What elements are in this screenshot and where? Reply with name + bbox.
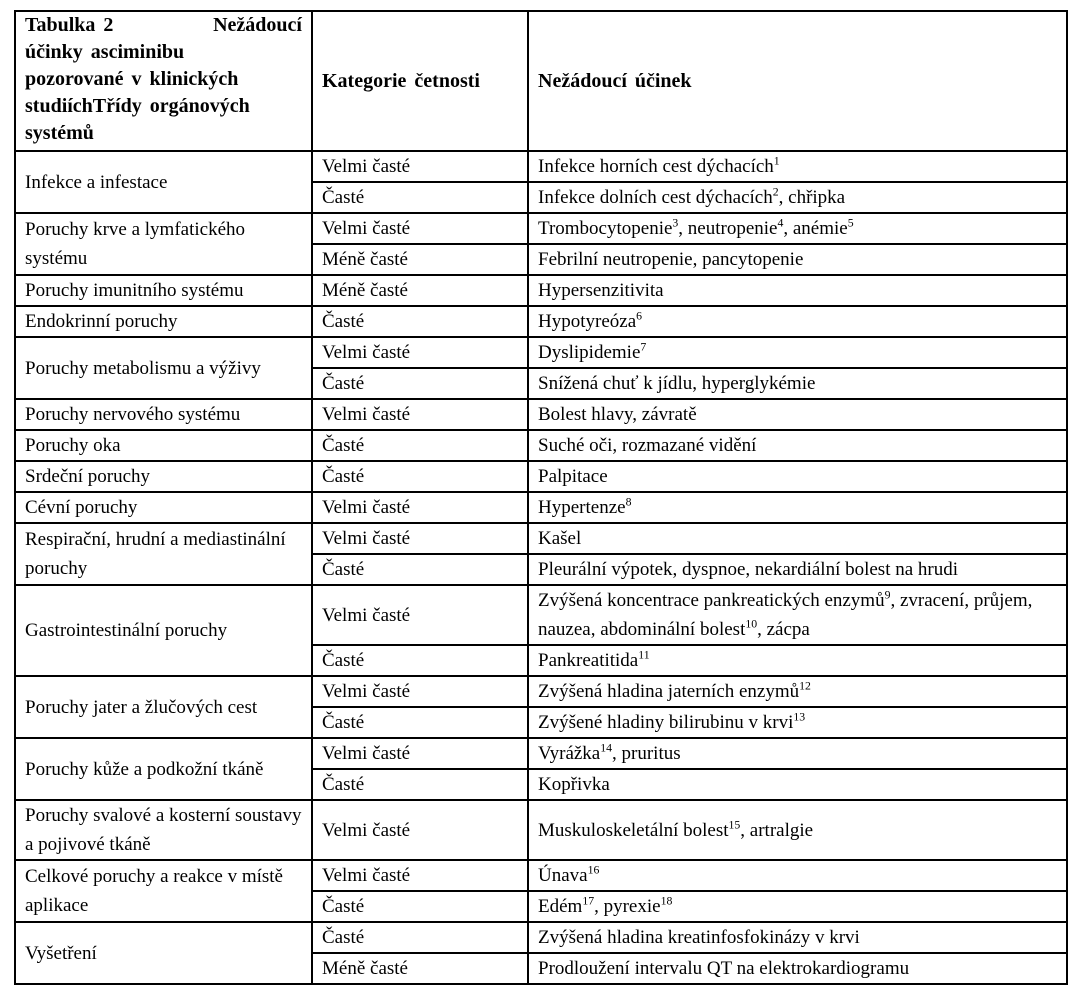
footnote-reference: 17 — [582, 894, 595, 908]
effect-cell: Hypertenze$^8$ — [528, 492, 1067, 523]
organ-system-cell: Vyšetření — [15, 922, 312, 984]
table-row — [15, 922, 1067, 953]
effect-cell: Vyrážka$^{14}$, pruritus — [528, 738, 1067, 769]
organ-system-cell: Poruchy svalové a kosterní soustavy a pojivové tkáně — [15, 800, 312, 860]
effect-cell: Zvýšená koncentrace pankreatických enzymů$^9$, zvracení, průjem, nauzea, abdominální bolest$^{10}$, zácpa — [528, 585, 1067, 645]
organ-system-cell: Respirační, hrudní a mediastinální poruchy — [15, 523, 312, 585]
footnote-reference: 14 — [600, 741, 613, 755]
adverse-effects-table — [14, 10, 1068, 985]
footnote-reference: 1 — [773, 154, 780, 168]
table-row — [15, 738, 1067, 769]
header-organ-system — [15, 11, 312, 151]
effect-cell: Hypersenzitivita — [528, 275, 1067, 306]
organ-system-cell: Poruchy imunitního systému — [15, 275, 312, 306]
table-caption-line — [25, 12, 302, 39]
frequency-cell: Časté — [312, 554, 528, 585]
effect-cell: Pankreatitida$^{11}$ — [528, 645, 1067, 676]
frequency-cell: Časté — [312, 430, 528, 461]
effect-cell: Muskuloskeletální bolest$^{15}$, artralgie — [528, 800, 1067, 860]
frequency-cell: Velmi časté — [312, 151, 528, 182]
footnote-reference: 16 — [587, 863, 600, 877]
table-row — [15, 860, 1067, 891]
frequency-cell: Velmi časté — [312, 738, 528, 769]
effect-cell: Suché oči, rozmazané vidění — [528, 430, 1067, 461]
frequency-cell: Velmi časté — [312, 213, 528, 244]
footnote-reference: 3 — [672, 216, 679, 230]
table-row — [15, 306, 1067, 337]
frequency-cell: Méně časté — [312, 244, 528, 275]
frequency-cell: Méně časté — [312, 953, 528, 984]
header-row — [15, 11, 1067, 151]
table-title-line: systémů — [25, 122, 94, 144]
footnote-reference: 18 — [660, 894, 673, 908]
frequency-cell: Velmi časté — [312, 800, 528, 860]
footnote-reference: 6 — [636, 309, 643, 323]
footnote-reference: 9 — [884, 588, 891, 602]
frequency-cell: Velmi časté — [312, 492, 528, 523]
effect-cell: Zvýšená hladina jaterních enzymů$^{12}$ — [528, 676, 1067, 707]
effect-cell: Bolest hlavy, závratě — [528, 399, 1067, 430]
effect-cell: Hypotyreóza$^6$ — [528, 306, 1067, 337]
frequency-cell: Časté — [312, 645, 528, 676]
frequency-cell: Časté — [312, 922, 528, 953]
organ-system-cell: Poruchy metabolismu a výživy — [15, 337, 312, 399]
table-row — [15, 676, 1067, 707]
effect-cell: Pleurální výpotek, dyspnoe, nekardiální bolest na hrudi — [528, 554, 1067, 585]
frequency-cell: Velmi časté — [312, 337, 528, 368]
table-row — [15, 337, 1067, 368]
effect-cell: Kašel — [528, 523, 1067, 554]
table-row — [15, 800, 1067, 860]
table-row — [15, 585, 1067, 645]
table-row — [15, 151, 1067, 182]
organ-system-cell: Endokrinní poruchy — [15, 306, 312, 337]
effect-cell: Zvýšené hladiny bilirubinu v krvi$^{13}$ — [528, 707, 1067, 738]
organ-system-cell: Celkové poruchy a reakce v místě aplikace — [15, 860, 312, 922]
footnote-reference: 2 — [772, 185, 779, 199]
effect-cell: Dyslipidemie$^7$ — [528, 337, 1067, 368]
table-number: Tabulka 2 — [25, 14, 114, 36]
organ-system-cell: Srdeční poruchy — [15, 461, 312, 492]
frequency-cell: Časté — [312, 891, 528, 922]
effect-cell: Febrilní neutropenie, pancytopenie — [528, 244, 1067, 275]
table-row — [15, 213, 1067, 244]
effect-cell: Palpitace — [528, 461, 1067, 492]
frequency-cell: Časté — [312, 461, 528, 492]
frequency-cell: Časté — [312, 368, 528, 399]
organ-system-cell: Poruchy jater a žlučových cest — [15, 676, 312, 738]
frequency-cell: Velmi časté — [312, 399, 528, 430]
table-row — [15, 461, 1067, 492]
footnote-reference: 7 — [640, 340, 647, 354]
table-title-word: Nežádoucí — [213, 14, 302, 36]
frequency-cell: Velmi časté — [312, 676, 528, 707]
table-row — [15, 492, 1067, 523]
organ-system-cell: Poruchy oka — [15, 430, 312, 461]
effect-cell: Zvýšená hladina kreatinfosfokinázy v krvi — [528, 922, 1067, 953]
frequency-cell: Časté — [312, 707, 528, 738]
table-title-line: pozorované v klinických — [25, 68, 239, 90]
footnote-reference: 8 — [625, 495, 632, 509]
frequency-cell: Časté — [312, 182, 528, 213]
organ-system-cell: Infekce a infestace — [15, 151, 312, 213]
table-title-line: studiíchTřídy orgánových — [25, 95, 250, 117]
effect-cell: Trombocytopenie$^3$, neutropenie$^4$, anémie$^5$ — [528, 213, 1067, 244]
table-row — [15, 399, 1067, 430]
effect-cell: Infekce dolních cest dýchacích$^2$, chřipka — [528, 182, 1067, 213]
effect-cell: Snížená chuť k jídlu, hyperglykémie — [528, 368, 1067, 399]
organ-system-cell: Poruchy nervového systému — [15, 399, 312, 430]
organ-system-cell: Poruchy krve a lymfatického systému — [15, 213, 312, 275]
frequency-cell: Časté — [312, 306, 528, 337]
table-row — [15, 523, 1067, 554]
table-row — [15, 275, 1067, 306]
header-adverse-effect: Nežádoucí účinek — [528, 11, 1067, 151]
frequency-cell: Velmi časté — [312, 860, 528, 891]
footnote-reference: 4 — [777, 216, 784, 230]
organ-system-cell: Gastrointestinální poruchy — [15, 585, 312, 676]
footnote-reference: 5 — [847, 216, 854, 230]
frequency-cell: Časté — [312, 769, 528, 800]
footnote-reference: 10 — [745, 617, 758, 631]
organ-system-cell: Poruchy kůže a podkožní tkáně — [15, 738, 312, 800]
footnote-reference: 15 — [728, 818, 741, 832]
footnote-reference: 11 — [638, 648, 650, 662]
effect-cell: Prodloužení intervalu QT na elektrokardiogramu — [528, 953, 1067, 984]
footnote-reference: 13 — [793, 710, 806, 724]
table-body — [15, 151, 1067, 984]
effect-cell: Únava$^{16}$ — [528, 860, 1067, 891]
footnote-reference: 12 — [799, 679, 811, 693]
frequency-cell: Velmi časté — [312, 523, 528, 554]
effect-cell: Infekce horních cest dýchacích$^1$ — [528, 151, 1067, 182]
table-row — [15, 430, 1067, 461]
header-frequency-category: Kategorie četnosti — [312, 11, 528, 151]
effect-cell: Edém$^{17}$, pyrexie$^{18}$ — [528, 891, 1067, 922]
table-title-line: účinky asciminibu — [25, 41, 185, 63]
frequency-cell: Velmi časté — [312, 585, 528, 645]
effect-cell: Kopřivka — [528, 769, 1067, 800]
organ-system-cell: Cévní poruchy — [15, 492, 312, 523]
frequency-cell: Méně časté — [312, 275, 528, 306]
